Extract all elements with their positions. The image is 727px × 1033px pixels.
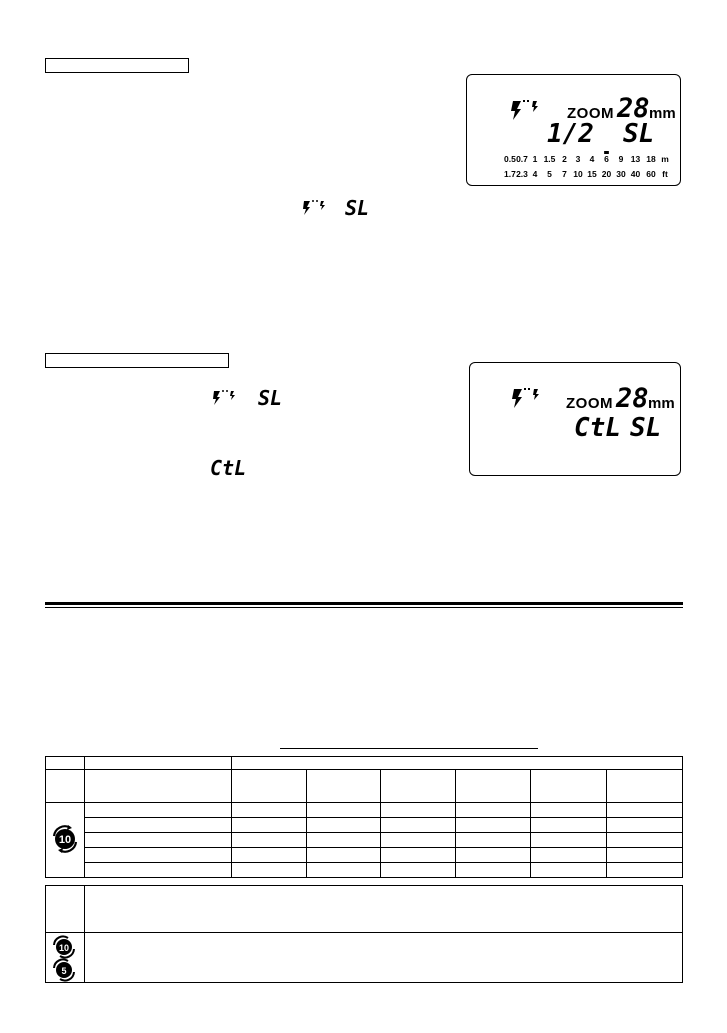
table-cell: [231, 863, 306, 878]
controller-symbol-inline: CtL: [210, 456, 247, 480]
notes-box: [45, 885, 683, 983]
table-cell: [84, 848, 231, 863]
table-cell: [531, 863, 607, 878]
table-cell: [456, 848, 531, 863]
table-cell: [381, 848, 456, 863]
mode-symbol-inline: SL: [345, 196, 370, 220]
zoom-label: ZOOM: [567, 105, 614, 122]
table-cell: [84, 757, 231, 770]
hazardous-substance-table: [45, 756, 683, 878]
table-row: [46, 818, 683, 833]
distance-scale-m: 0.50.7 1 1.5 2 3 4 6 9 13 18 m: [504, 154, 669, 164]
section2-heading-box: [45, 353, 229, 368]
flash-icon: [509, 98, 543, 122]
table-cell: [84, 803, 231, 818]
mode-indicator: SL: [623, 119, 655, 149]
table-cell: [531, 803, 607, 818]
table-cell: [231, 770, 306, 803]
table-cell: [607, 770, 683, 803]
zoom-unit: mm: [649, 105, 676, 122]
table-title-underline: [280, 748, 538, 749]
svg-text:5: 5: [61, 966, 67, 976]
notes-divider: [84, 886, 85, 982]
table-cell: [306, 803, 381, 818]
table-cell: [381, 818, 456, 833]
flash-icon: [211, 389, 239, 407]
power-level: 1/2: [547, 119, 594, 149]
table-cell: [456, 770, 531, 803]
zoom-value: 28: [616, 383, 649, 414]
svg-text:10: 10: [58, 834, 72, 846]
efup-5-icon: [51, 958, 77, 982]
table-cell: [456, 818, 531, 833]
table-cell: [231, 833, 306, 848]
table-cell: [381, 770, 456, 803]
table-row: [46, 803, 683, 818]
table-cell: [46, 770, 85, 803]
table-cell: [607, 848, 683, 863]
distance-scale-ft: 1.72.3 4 5 7 10 15 20 30 40 60 ft: [504, 169, 668, 179]
table-cell: [231, 803, 306, 818]
table-cell: [84, 863, 231, 878]
table-cell: [381, 803, 456, 818]
table-cell: [381, 863, 456, 878]
table-cell: [46, 757, 85, 770]
section-divider-thin: [45, 607, 683, 608]
table-cell: [231, 757, 682, 770]
flash-icon: [510, 386, 544, 410]
table-cell: [231, 818, 306, 833]
mode-symbol-inline: SL: [258, 386, 283, 410]
table-cell: [607, 818, 683, 833]
table-cell: [531, 770, 607, 803]
table-cell: [607, 863, 683, 878]
efup-10-icon: [50, 824, 80, 854]
table-cell: [607, 803, 683, 818]
table-cell: [531, 818, 607, 833]
table-cell: [531, 848, 607, 863]
table-cell: [306, 770, 381, 803]
notes-divider: [46, 932, 682, 933]
lcd-display-controller: [469, 362, 681, 476]
zoom-unit: mm: [648, 395, 675, 412]
table-cell: [306, 833, 381, 848]
table-cell: [531, 833, 607, 848]
zoom-label: ZOOM: [566, 395, 613, 412]
table-cell: [84, 833, 231, 848]
svg-text:10: 10: [58, 943, 70, 953]
table-cell: [607, 833, 683, 848]
table-cell: [84, 818, 231, 833]
table-cell: [306, 818, 381, 833]
table-cell: [456, 833, 531, 848]
mode-indicator: SL: [630, 413, 662, 443]
table-cell: [231, 848, 306, 863]
flash-icon: [301, 199, 329, 217]
table-row: [46, 757, 683, 770]
table-cell: [306, 863, 381, 878]
controller-indicator: CtL: [574, 413, 621, 443]
section1-heading-box: [45, 58, 189, 73]
efup-10-icon: [51, 935, 77, 959]
table-cell: [381, 833, 456, 848]
table-row: [46, 863, 683, 878]
table-cell: [456, 803, 531, 818]
section-divider: [45, 602, 683, 605]
table-cell: [84, 770, 231, 803]
zoom-value: 28: [617, 93, 650, 124]
table-cell: [306, 848, 381, 863]
table-cell: [456, 863, 531, 878]
table-row: [46, 833, 683, 848]
lcd-display-manual: [466, 74, 681, 186]
table-row: [46, 770, 683, 803]
table-cell: [46, 803, 85, 878]
table-row: [46, 848, 683, 863]
